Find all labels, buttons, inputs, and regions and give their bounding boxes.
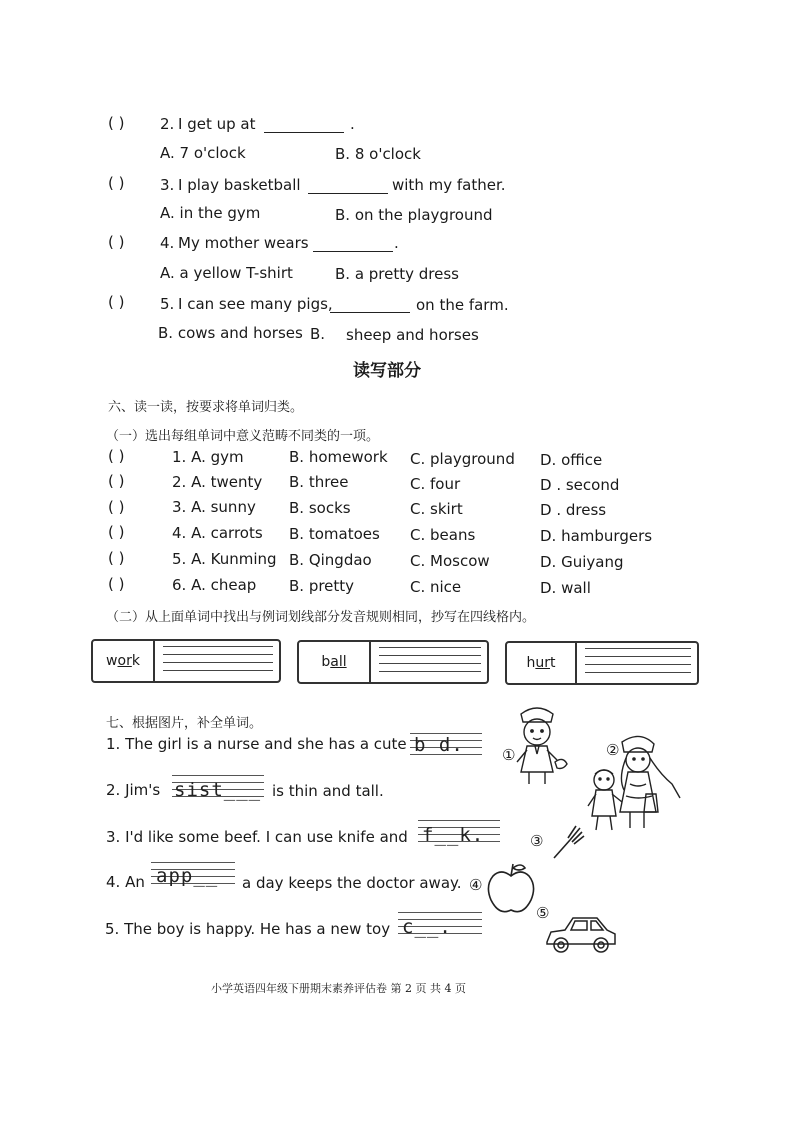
underlined-part: ur [535, 655, 550, 671]
option-a: 6. A. cheap [172, 576, 257, 594]
answer-paren[interactable]: ( ) [108, 498, 125, 516]
option-b: sheep and horses [346, 326, 479, 344]
question-number: 3. [160, 176, 175, 194]
answer-paren[interactable]: ( ) [108, 233, 125, 251]
apple-illustration [483, 860, 539, 918]
item-5-text: 5. The boy is happy. He has a new toy [105, 920, 391, 938]
picture-number: ④ [469, 876, 483, 894]
option-d: D. hamburgers [540, 527, 653, 545]
example-box-work [91, 639, 281, 683]
answer-paren[interactable]: ( ) [108, 293, 125, 311]
question-end: with my father. [392, 176, 506, 194]
example-box-hurt [505, 641, 699, 685]
option-b-letter: B. [310, 325, 326, 343]
example-word: h ur t [507, 643, 577, 683]
option-b: B. a pretty dress [335, 265, 459, 283]
example-word: w or k [93, 641, 155, 681]
question-number: 2. [160, 115, 175, 133]
item-4-text-post: a day keeps the doctor away. [242, 874, 462, 892]
option-d: D. wall [540, 579, 591, 597]
item-2-text-post: is thin and tall. [272, 782, 384, 800]
underlined-part: all [330, 654, 347, 670]
answer-paren[interactable]: ( ) [108, 174, 125, 192]
option-d: D. Guiyang [540, 553, 624, 571]
item-4-text-pre: 4. An [106, 873, 145, 891]
children-illustration [580, 728, 685, 838]
toy-car-illustration [543, 912, 619, 958]
option-b: B. tomatoes [289, 525, 380, 543]
handwritten-answer: sist___ [174, 779, 262, 801]
option-c: C. nice [410, 578, 462, 596]
item-2-text-pre: 2. Jim's [106, 781, 161, 799]
handwritten-answer: app__ [156, 865, 219, 887]
answer-blank[interactable] [330, 298, 410, 313]
option-a: B. cows and horses [158, 324, 303, 342]
option-d: D . dress [540, 501, 607, 519]
answer-paren[interactable]: ( ) [108, 523, 125, 541]
option-c: C. beans [410, 526, 476, 544]
option-a: 5. A. Kunming [172, 550, 277, 568]
question-stem: My mother wears [178, 234, 309, 252]
question-number: 4. [160, 234, 175, 252]
handwritten-answer: b d. [414, 734, 464, 756]
question-number: 5. [160, 295, 175, 313]
picture-number: ① [502, 746, 516, 764]
four-line-grid[interactable] [163, 646, 273, 676]
section-title: 读写部分 [353, 361, 421, 381]
option-c: C. Moscow [410, 552, 490, 570]
example-word: b all [299, 642, 371, 682]
item-3-text: 3. I'd like some beef. I can use knife and [106, 828, 408, 846]
underlined-part: or [117, 653, 132, 669]
option-b: B. socks [289, 499, 351, 517]
item-1-text: 1. The girl is a nurse and she has a cute [106, 735, 407, 753]
option-a: A. a yellow T-shirt [160, 264, 293, 282]
question-stem: I can see many pigs, [178, 295, 333, 313]
section6-sub1: （一）选出每组单词中意义范畴不同类的一项。 [106, 429, 380, 444]
answer-paren[interactable]: ( ) [108, 472, 125, 490]
question-stem: I get up at [178, 115, 256, 133]
nurse-illustration [505, 700, 575, 790]
question-stem: I play basketball [178, 176, 301, 194]
four-line-grid[interactable] [379, 647, 481, 677]
picture-number: ② [606, 741, 620, 759]
option-b: B. pretty [289, 577, 355, 595]
fork-illustration [550, 822, 586, 862]
example-box-ball [297, 640, 489, 684]
answer-blank[interactable] [264, 118, 344, 133]
question-end: on the farm. [416, 296, 509, 314]
option-a: 3. A. sunny [172, 498, 256, 516]
answer-paren[interactable]: ( ) [108, 447, 125, 465]
handwritten-answer: c__. [402, 916, 452, 938]
answer-paren[interactable]: ( ) [108, 575, 125, 593]
option-a: A. 7 o'clock [160, 144, 246, 162]
page-footer: 小学英语四年级下册期末素养评估卷 第 2 页 共 4 页 [211, 982, 466, 995]
answer-blank[interactable] [313, 237, 393, 252]
option-a: 1. A. gym [172, 448, 244, 466]
question-end: . [394, 234, 399, 252]
handwritten-answer: f__k. [422, 824, 485, 846]
picture-number: ③ [530, 832, 544, 850]
option-c: C. four [410, 475, 461, 493]
four-line-grid[interactable] [585, 648, 691, 678]
answer-blank[interactable] [308, 179, 388, 194]
option-a: 4. A. carrots [172, 524, 263, 542]
picture-number: ⑤ [536, 904, 550, 922]
option-d: D. office [540, 451, 603, 469]
answer-paren[interactable]: ( ) [108, 549, 125, 567]
option-b: B. 8 o'clock [335, 145, 421, 163]
section6-sub2: （二）从上面单词中找出与例词划线部分发音规则相同，抄写在四线格内。 [106, 610, 536, 625]
section6-heading: 六、读一读，按要求将单词归类。 [108, 400, 304, 415]
option-a: 2. A. twenty [172, 473, 263, 491]
option-c: C. playground [410, 450, 515, 468]
option-b: B. homework [289, 448, 388, 466]
answer-paren[interactable]: ( ) [108, 114, 125, 132]
option-b: B. Qingdao [289, 551, 372, 569]
option-b: B. on the playground [335, 206, 493, 224]
section7-heading: 七、根据图片，补全单词。 [106, 716, 263, 731]
question-end: . [350, 115, 355, 133]
option-d: D . second [540, 476, 620, 494]
option-b: B. three [289, 473, 349, 491]
option-a: A. in the gym [160, 204, 261, 222]
option-c: C. skirt [410, 500, 463, 518]
